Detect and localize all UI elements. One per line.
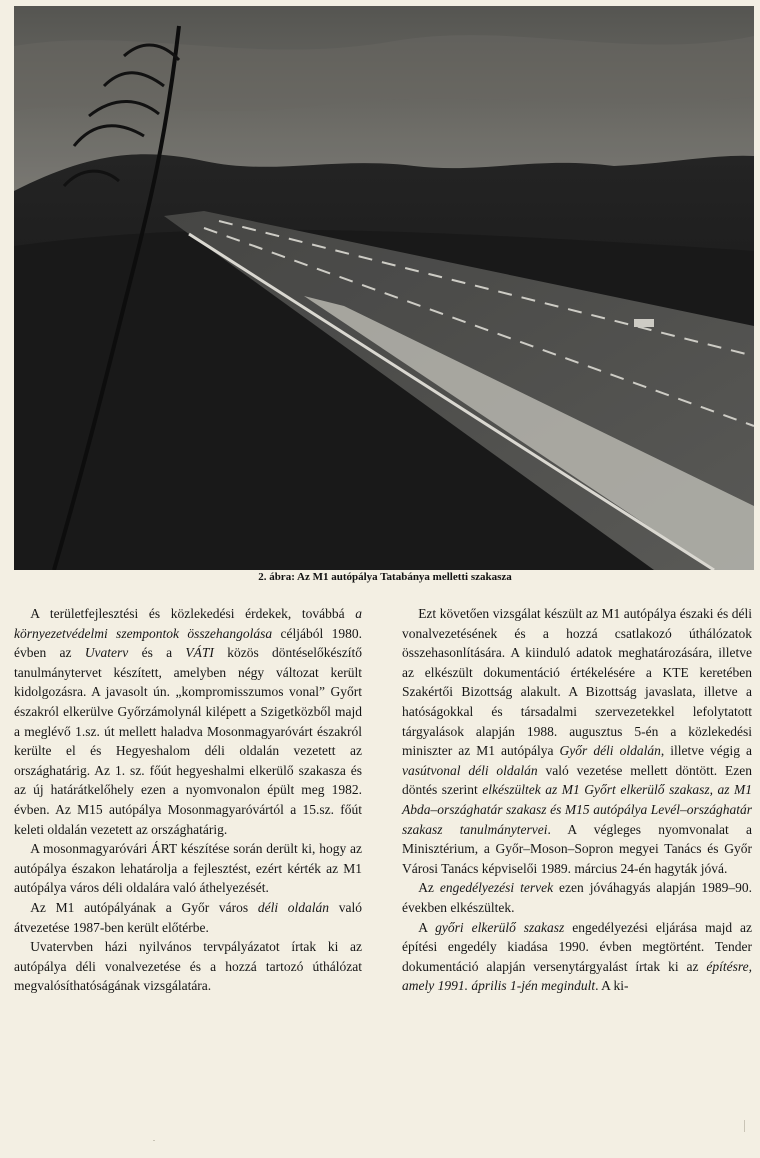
highway-photo	[14, 6, 754, 570]
paragraph	[402, 604, 752, 878]
paragraph	[14, 604, 362, 839]
emphasis-text: Uvaterv	[84, 645, 129, 661]
scan-speck	[153, 1140, 155, 1141]
left-column	[14, 604, 362, 996]
emphasis-text: engedélyezési tervek	[439, 880, 554, 896]
text-run: A	[418, 919, 436, 935]
text-run: ezen jóváhagyás alapján 1989–90. években elkészültek.	[402, 880, 752, 915]
text-run: való vezetése mellett döntött. Ezen döntés szerint	[402, 762, 752, 798]
text-run: közös döntéselőkészítő tanulmánytervet készített, amelyben négy változat került kidolgozásra. A javasolt ún. „kompromisszumos vonal” Győrt északról elkerülve Győrzámolynál kilépett a Szigetközből majd a meglévő 1.sz. út mellett haladva Mosonmagyaróvárt északról kerülte el és Hegyeshalom déli oldalán vezetett az országhatárig. Az 1. sz. főút hegyeshalmi elkerülő szakasza és az új határátkelőhely ezen a nyomvonalon épült meg 1982. évben. Az M15 autópálya Mosonmagyaróvártól a 15.sz. főút keleti oldalán vezetett az országhatárig.	[14, 645, 362, 837]
text-run: . A ki-	[595, 978, 629, 994]
right-column	[402, 604, 752, 996]
text-run: Az	[418, 880, 440, 896]
emphasis-text: vasútvonal déli oldalán	[402, 762, 538, 778]
text-run: A mosonmagyaróvári ÁRT készítése során derült ki, hogy az autópálya északon lehatárolja a fejlesztést, ezért kérték az M1 autópálya város déli oldalára való áthelyezését.	[14, 841, 362, 896]
text-run: való átvezetése 1987-ben került előtérbe.	[14, 899, 362, 935]
text-run: A területfejlesztési és közlekedési érdekek, továbbá	[30, 606, 356, 621]
text-run: és a	[128, 645, 186, 661]
text-run: Ezt követően vizsgálat készült az M1 autópálya északi és déli vonalvezetésének és a hozzá csatlakozó úthálózatok összehasonlítására. A kiinduló adatok meghatározására, illetve az elkészült dokumentáció értékelésére a KTE keretében Szakértői Bizottság alakult. A Bizottság javaslata, illetve a hatóságokkal és társadalmi szervezetekkel lefolytatott tárgyalások alapján 1988. augusztus 5-én a közlekedési miniszter az M1 autópálya	[402, 606, 752, 759]
paragraph	[14, 839, 362, 898]
text-run: Uvatervben házi nyilvános tervpályázatot írtak ki az autópálya déli vonalvezetése és a hozzá tartozó úthálózat megvalósíthatóságának vizsgálatára.	[14, 939, 362, 994]
emphasis-text: a környezetvédelmi szempontok összehangolása	[14, 606, 362, 641]
text-run: céljából 1980. évben az	[14, 625, 362, 661]
paragraph	[14, 937, 362, 996]
emphasis-text: VÁTI	[185, 645, 214, 661]
emphasis-text: Győr déli oldalán	[559, 743, 661, 759]
emphasis-text: elkészültek az M1 Győrt elkerülő szakasz, az M1 Abda–országhatár szakasz és M15 autópálya Levél–országhatár szakasz tanulmánytervei	[402, 782, 753, 837]
text-run: , illetve végig a	[660, 743, 753, 759]
paragraph	[14, 898, 362, 937]
scan-speck	[744, 1120, 745, 1132]
paragraph	[402, 878, 752, 917]
emphasis-text: győri elkerülő szakasz	[435, 919, 565, 935]
photo-illustration	[14, 6, 754, 570]
text-run: engedélyezési eljárása majd az építési engedély kiadása 1990. évben megtörtént. Tender dokumentáció alapján versenytárgyalást írtak ki az	[402, 919, 753, 974]
emphasis-text: építésre, amely 1991. április 1-jén megindult	[402, 958, 752, 994]
text-run: Az M1 autópályának a Győr város	[30, 899, 258, 915]
emphasis-text: déli oldalán	[257, 899, 330, 915]
text-run: . A végleges nyomvonalat a Minisztérium, a Győr–Moson–Sopron megyei Tanács és Győr Városi Tanács képviselői 1989. március 24-én hagyták jóvá.	[402, 821, 752, 876]
paragraph	[402, 918, 752, 996]
figure-caption: 2. ábra: Az M1 autópálya Tatabánya melletti szakasza	[258, 571, 512, 583]
